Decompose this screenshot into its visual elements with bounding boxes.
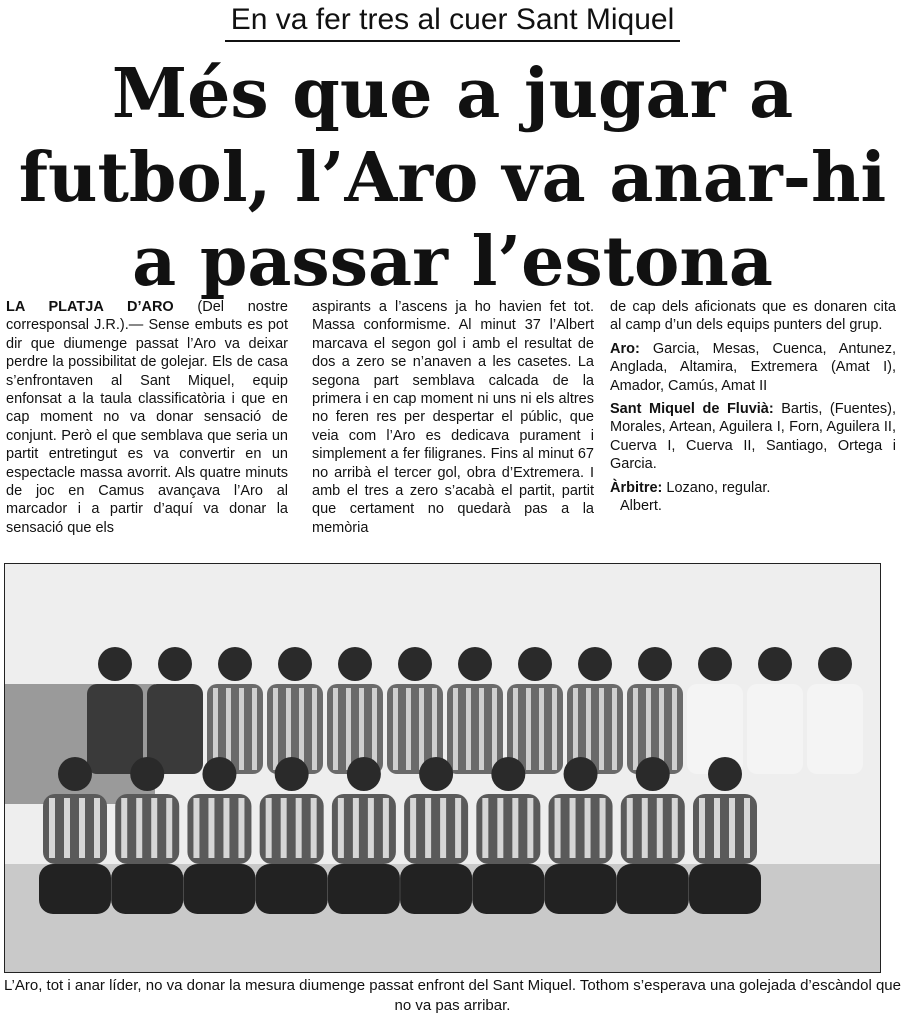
shirt-stripe <box>570 798 576 858</box>
player-legs <box>400 864 472 914</box>
player-body <box>747 684 803 774</box>
shirt-stripe <box>281 798 287 858</box>
player-head <box>818 647 852 681</box>
player-head <box>758 647 792 681</box>
shirt-stripe <box>539 688 544 770</box>
shirt-stripe <box>266 798 272 858</box>
shirt-stripe <box>333 688 338 770</box>
player-head <box>564 757 598 791</box>
shirt-stripe <box>223 798 229 858</box>
headline <box>0 52 905 304</box>
player-head <box>636 757 670 791</box>
shirt-stripe <box>239 688 244 770</box>
shirt-stripe <box>338 798 344 858</box>
headline-line: futbol, l’Aro va anar-hi <box>18 138 887 218</box>
shirt-stripe <box>299 688 304 770</box>
shirt-stripe <box>585 798 591 858</box>
player-legs <box>256 864 328 914</box>
player-head <box>278 647 312 681</box>
shirt-stripe <box>368 798 374 858</box>
player-head <box>398 647 432 681</box>
shirt-stripe <box>744 798 750 858</box>
team-photo <box>4 563 881 973</box>
shirt-stripe <box>627 798 633 858</box>
shirt-stripe <box>466 688 471 770</box>
dateline: LA PLATJA D’ARO <box>6 299 174 315</box>
headline-line: Més que a jugar a <box>111 54 794 134</box>
shirt-stripe <box>193 798 199 858</box>
shirt-stripe <box>419 688 424 770</box>
shirt-stripe <box>453 688 458 770</box>
shirt-stripe <box>273 688 278 770</box>
shirt-stripe <box>346 688 351 770</box>
shirt-stripe <box>353 798 359 858</box>
shirt-stripe <box>311 798 317 858</box>
shirt-stripe <box>296 798 302 858</box>
player-head <box>458 647 492 681</box>
player-legs <box>617 864 689 914</box>
lineup-label: Aro: <box>610 340 640 357</box>
shirt-stripe <box>729 798 735 858</box>
shirt-stripe <box>600 798 606 858</box>
article-body <box>6 298 899 556</box>
shirt-stripe <box>312 688 317 770</box>
shirt-stripe <box>599 688 604 770</box>
referee-name: Lozano, regular. <box>662 479 771 496</box>
player-head <box>130 757 164 791</box>
lineup-sant-miquel <box>610 400 896 474</box>
shirt-stripe <box>657 798 663 858</box>
referee-extra: Albert. <box>620 498 662 515</box>
shirt-stripe <box>226 688 231 770</box>
player-head <box>638 647 672 681</box>
player-legs <box>183 864 255 914</box>
player-head <box>58 757 92 791</box>
shirt-stripe <box>555 798 561 858</box>
shirt-stripe <box>440 798 446 858</box>
shirt-stripe <box>527 798 533 858</box>
kicker-wrap <box>0 2 905 42</box>
shirt-stripe <box>672 798 678 858</box>
shirt-stripe <box>406 688 411 770</box>
player-head <box>708 757 742 791</box>
lineup-label: Sant Miquel de Fluvià: <box>610 401 774 418</box>
player-legs <box>39 864 111 914</box>
shirt-stripe <box>208 798 214 858</box>
player-head <box>518 647 552 681</box>
body-column-2 <box>312 298 594 537</box>
player-head <box>98 647 132 681</box>
player-head <box>578 647 612 681</box>
shirt-stripe <box>512 798 518 858</box>
shirt-stripe <box>455 798 461 858</box>
photo-caption: L’Aro, tot i anar líder, no va donar la mesura diumenge passat enfront del Sant Miquel. Tothom s’esperava una golejada d’escàndol que no va pas arribar. <box>4 977 901 1014</box>
player-head <box>347 757 381 791</box>
shirt-stripe <box>383 798 389 858</box>
kicker: En va fer tres al cuer Sant Miquel <box>225 2 681 42</box>
referee-label: Àrbitre: <box>610 479 663 496</box>
player-head <box>338 647 372 681</box>
shirt-stripe <box>482 798 488 858</box>
shirt-stripe <box>526 688 531 770</box>
shirt-stripe <box>612 688 617 770</box>
shirt-stripe <box>49 798 55 858</box>
shirt-stripe <box>79 798 85 858</box>
lineup-aro <box>610 340 896 395</box>
shirt-stripe <box>479 688 484 770</box>
shirt-stripe <box>64 798 70 858</box>
player-head <box>419 757 453 791</box>
shirt-stripe <box>94 798 100 858</box>
shirt-stripe <box>425 798 431 858</box>
shirt-stripe <box>121 798 127 858</box>
player-head <box>218 647 252 681</box>
player-legs <box>111 864 183 914</box>
lineup-names: Bartis, (Fuentes), Morales, Artean, Aguilera I, Forn, Aguilera II, Cuerva I, Cuerva II, Santiago, Ortega i Garcia. <box>610 401 896 473</box>
player-legs <box>689 864 761 914</box>
shirt-stripe <box>492 688 497 770</box>
shirt-stripe <box>659 688 664 770</box>
player-body <box>807 684 863 774</box>
player-head <box>275 757 309 791</box>
shirt-stripe <box>714 798 720 858</box>
shirt-stripe <box>410 798 416 858</box>
shirt-stripe <box>151 798 157 858</box>
body-text: aspirants a l’ascens ja ho havien fet tot. Massa conformisme. Al minut 37 l’Albert marcava el segon gol i amb el resultat de dos a zero se n’anaven a les casetes. La segona part semblava calcada de la primera i en cap moment ni uns ni els altres no feren res per despertar el públic, que veia com l’Aro es dedicava purament i simplement a fer filigranes. Fins al minut 67 no arribà el tercer gol, obra d’Extremera. I amb el tres a zero s’acabà el partit, partit que certament no quedarà pas a la memòria <box>312 299 594 536</box>
team-photo-illustration <box>5 564 880 972</box>
body-column-3 <box>610 298 896 520</box>
shirt-stripe <box>552 688 557 770</box>
player-legs <box>328 864 400 914</box>
shirt-stripe <box>136 798 142 858</box>
shirt-stripe <box>633 688 638 770</box>
byline: (Del nostre corresponsal J.R.).— <box>6 299 288 334</box>
player-legs <box>545 864 617 914</box>
lineup-names: Garcia, Mesas, Cuenca, Antunez, Anglada, Altamira, Extremera (Amat I), Amador, Camús, Amat II <box>610 340 896 394</box>
player-head <box>491 757 525 791</box>
shirt-stripe <box>166 798 172 858</box>
player-head <box>202 757 236 791</box>
player-legs <box>472 864 544 914</box>
shirt-stripe <box>393 688 398 770</box>
shirt-stripe <box>252 688 257 770</box>
body-text: Sense embuts es pot dir que diumenge passat l’Aro va deixar perdre la possibilitat de golejar. Els de casa s’enfrontaven al Sant Miquel, equip enfonsat a la taula classificatòria i que en cap moment no va donar sensació de conjunt. Però el que semblava que seria un partit entretingut es va convertir en un espectacle massa avorrit. Als quatre minuts de joc en Camus avançava l’Aro al marcador i a partir d’aquí va donar la sensació que els <box>6 317 288 536</box>
shirt-stripe <box>238 798 244 858</box>
shirt-stripe <box>672 688 677 770</box>
player-head <box>158 647 192 681</box>
headline-line: a passar l’estona <box>132 222 773 302</box>
shirt-stripe <box>699 798 705 858</box>
shirt-stripe <box>642 798 648 858</box>
player-body <box>87 684 143 774</box>
shirt-stripe <box>586 688 591 770</box>
shirt-stripe <box>372 688 377 770</box>
shirt-stripe <box>497 798 503 858</box>
body-column-1 <box>6 298 288 537</box>
shirt-stripe <box>513 688 518 770</box>
body-text: de cap dels aficionats que es donaren cita al camp d’un dels equips punters del grup. <box>610 299 896 334</box>
referee <box>610 479 896 497</box>
player-head <box>698 647 732 681</box>
